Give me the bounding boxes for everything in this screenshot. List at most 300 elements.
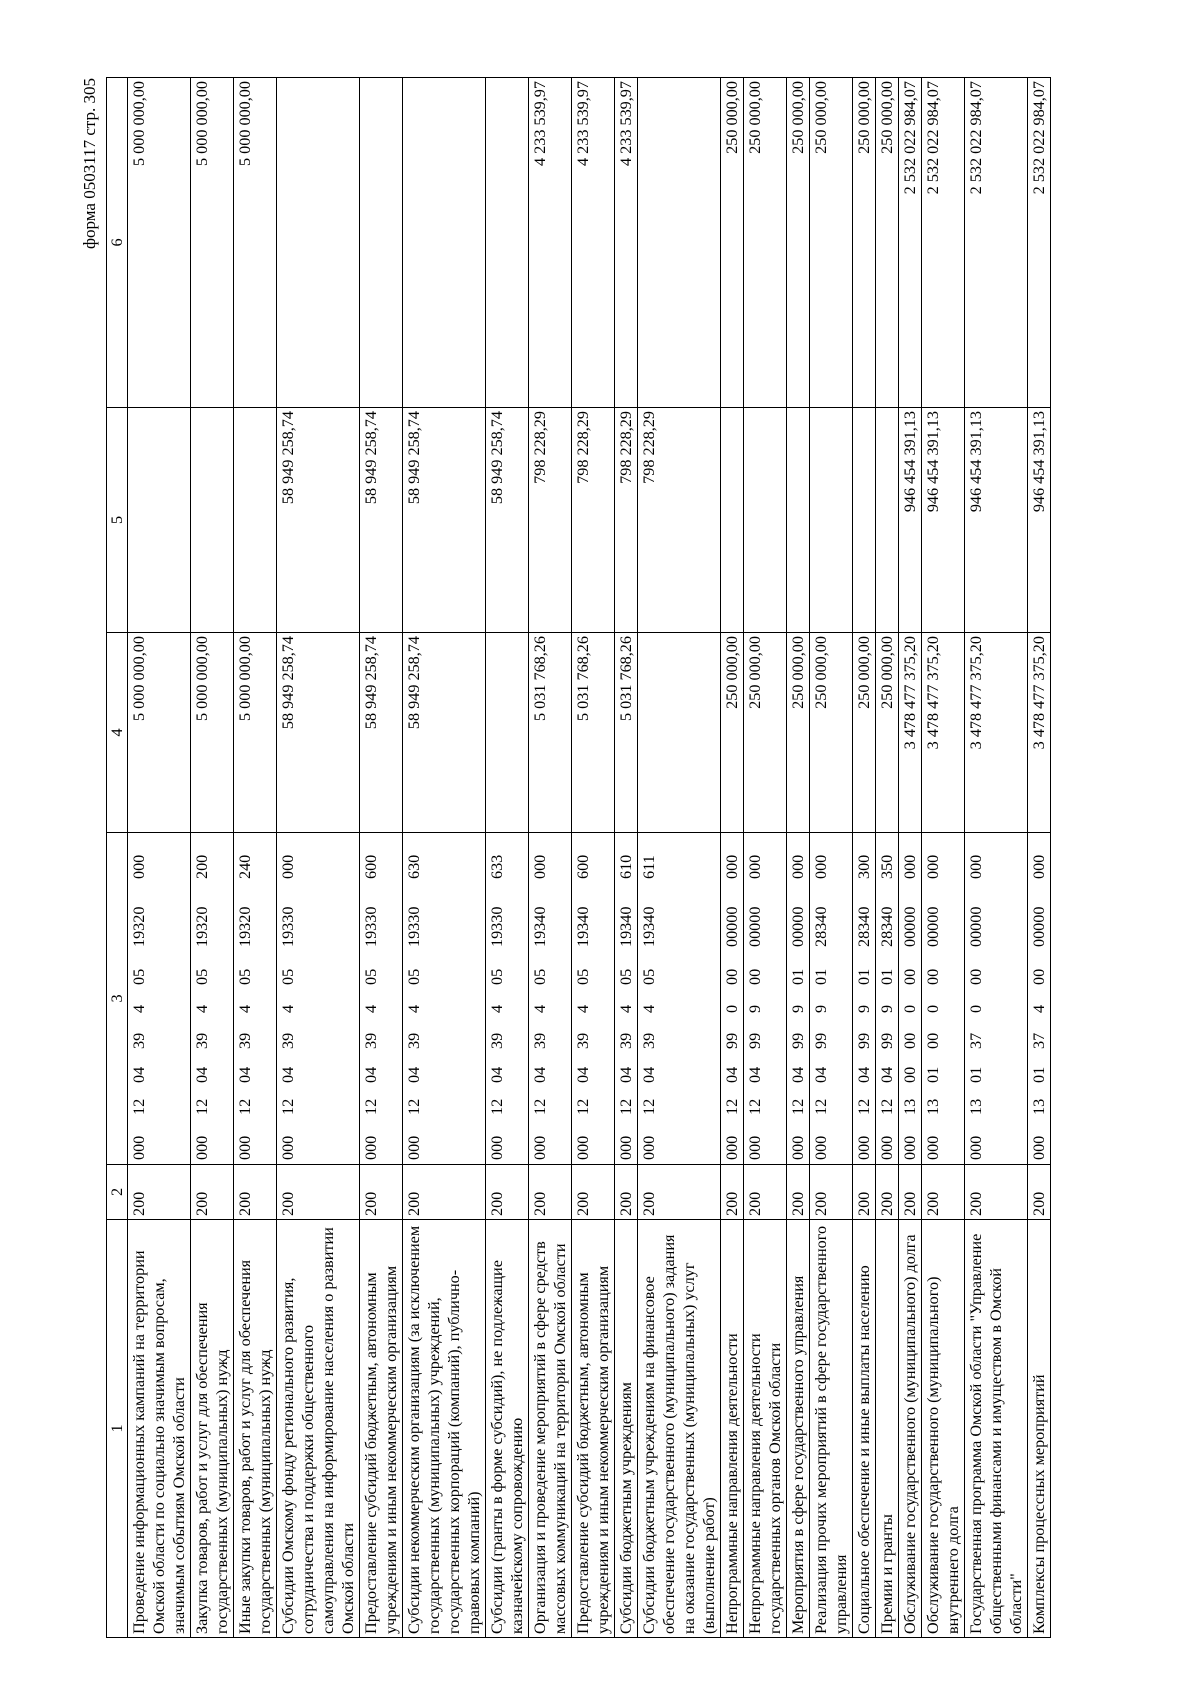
budget-code-part: 39 (640, 1032, 658, 1049)
budget-code-part: 9 (812, 1004, 830, 1013)
budget-code-part: 04 (878, 1066, 896, 1083)
budget-code-part: 000 (1030, 1135, 1048, 1160)
row-line-code: 200 (638, 1165, 721, 1220)
budget-code-part: 00000 (901, 906, 919, 947)
row-unexecuted-amount: 5 000 000,00 (234, 78, 277, 408)
budget-code-part: 200 (193, 854, 211, 879)
budget-code-part: 01 (855, 968, 873, 985)
row-unexecuted-amount: 5 000 000,00 (191, 78, 234, 408)
budget-code-part: 05 (130, 968, 148, 985)
budget-code-part: 99 (789, 1032, 807, 1049)
row-approved-amount (638, 633, 721, 833)
table-row (1028, 78, 1051, 1638)
budget-code-parts (722, 833, 742, 1164)
row-unexecuted-amount: 4 233 539,97 (572, 78, 615, 408)
budget-code-parts (745, 833, 765, 1164)
row-name: Непрограммные направления деятельности государственных органов Омской области (744, 1220, 787, 1638)
budget-code-parts (129, 833, 149, 1164)
budget-code-part: 00 (901, 1032, 919, 1049)
budget-code-part: 13 (924, 1098, 942, 1115)
budget-code-part: 39 (236, 1032, 254, 1049)
row-unexecuted-amount: 2 532 022 984,07 (965, 78, 1028, 408)
budget-code-part: 19320 (236, 906, 254, 947)
row-executed-amount: 798 228,29 (529, 408, 572, 633)
budget-code-part: 000 (531, 854, 549, 879)
budget-code-part: 19330 (279, 906, 297, 947)
budget-code-parts (877, 833, 897, 1164)
budget-code-part: 00000 (924, 906, 942, 947)
row-unexecuted-amount: 4 233 539,97 (529, 78, 572, 408)
row-approved-amount (486, 633, 529, 833)
budget-code-part: 01 (967, 1066, 985, 1083)
row-budget-code (615, 833, 638, 1165)
budget-code-part: 39 (574, 1032, 592, 1049)
budget-code-part: 0 (967, 1004, 985, 1013)
budget-code-part: 39 (617, 1032, 635, 1049)
row-budget-code (234, 833, 277, 1165)
budget-code-part: 4 (488, 1004, 506, 1013)
budget-code-part: 05 (574, 968, 592, 985)
row-budget-code (965, 833, 1028, 1165)
row-budget-code (360, 833, 403, 1165)
row-line-code: 200 (744, 1165, 787, 1220)
budget-code-part: 04 (130, 1066, 148, 1083)
budget-code-part: 4 (193, 1004, 211, 1013)
budget-code-part: 00000 (789, 906, 807, 947)
budget-code-parts (788, 833, 808, 1164)
row-line-code: 200 (572, 1165, 615, 1220)
table-row (191, 78, 234, 1638)
row-name: Субсидии бюджетным учреждениям на финансовое обеспечение государственного (муниципального) задания на оказание государственных (муниципальных) услуг (выполнение работ) (638, 1220, 721, 1638)
budget-code-part: 12 (789, 1098, 807, 1115)
budget-code-part: 05 (193, 968, 211, 985)
budget-code-part: 00000 (967, 906, 985, 947)
row-name: Субсидии бюджетным учреждениям (615, 1220, 638, 1638)
budget-code-part: 12 (488, 1098, 506, 1115)
row-unexecuted-amount: 250 000,00 (810, 78, 853, 408)
budget-code-part: 000 (855, 1135, 873, 1160)
budget-code-part: 000 (279, 1135, 297, 1160)
budget-code-part: 99 (855, 1032, 873, 1049)
row-line-code: 200 (234, 1165, 277, 1220)
budget-code-part: 000 (405, 1135, 423, 1160)
budget-code-part: 600 (362, 854, 380, 879)
row-line-code: 200 (922, 1165, 965, 1220)
budget-code-part: 04 (812, 1066, 830, 1083)
row-budget-code (1028, 833, 1051, 1165)
row-line-code: 200 (529, 1165, 572, 1220)
budget-code-part: 12 (574, 1098, 592, 1115)
row-approved-amount: 250 000,00 (853, 633, 876, 833)
row-unexecuted-amount: 4 233 539,97 (615, 78, 638, 408)
row-approved-amount: 250 000,00 (876, 633, 899, 833)
budget-code-parts (235, 833, 255, 1164)
row-approved-amount: 3 478 477 375,20 (965, 633, 1028, 833)
row-unexecuted-amount (277, 78, 360, 408)
row-unexecuted-amount: 2 532 022 984,07 (1028, 78, 1051, 408)
budget-code-part: 12 (362, 1098, 380, 1115)
budget-code-parts (361, 833, 381, 1164)
budget-code-part: 39 (130, 1032, 148, 1049)
row-approved-amount: 58 949 258,74 (360, 633, 403, 833)
budget-code-part: 000 (746, 854, 764, 879)
budget-code-part: 19330 (362, 906, 380, 947)
budget-code-part: 00 (924, 1032, 942, 1049)
row-approved-amount: 3 478 477 375,20 (922, 633, 965, 833)
row-approved-amount: 5 000 000,00 (234, 633, 277, 833)
row-unexecuted-amount (360, 78, 403, 408)
budget-code-parts (487, 833, 507, 1164)
row-executed-amount: 946 454 391,13 (965, 408, 1028, 633)
table-row (721, 78, 744, 1638)
form-label: форма 0503117 стр. 305 (80, 78, 99, 249)
table-row (486, 78, 529, 1638)
row-name: Премии и гранты (876, 1220, 899, 1638)
budget-code-part: 000 (878, 1135, 896, 1160)
row-budget-code (721, 833, 744, 1165)
budget-code-part: 04 (640, 1066, 658, 1083)
budget-code-part: 19340 (617, 906, 635, 947)
header-col-2: 2 (107, 1165, 128, 1220)
budget-code-part: 12 (746, 1098, 764, 1115)
table-row (787, 78, 810, 1638)
budget-code-part: 05 (236, 968, 254, 985)
budget-code-part: 000 (812, 1135, 830, 1160)
budget-code-parts (192, 833, 212, 1164)
budget-code-parts (639, 833, 659, 1164)
budget-code-part: 01 (878, 968, 896, 985)
budget-code-parts (573, 833, 593, 1164)
row-executed-amount: 58 949 258,74 (360, 408, 403, 633)
budget-code-part: 19320 (130, 906, 148, 947)
budget-code-part: 04 (405, 1066, 423, 1083)
header-col-4: 4 (107, 633, 128, 833)
row-line-code: 200 (360, 1165, 403, 1220)
budget-code-part: 04 (746, 1066, 764, 1083)
row-budget-code (403, 833, 486, 1165)
row-line-code: 200 (615, 1165, 638, 1220)
budget-code-part: 28340 (878, 906, 896, 947)
row-name: Мероприятия в сфере государственного управления (787, 1220, 810, 1638)
row-executed-amount: 798 228,29 (572, 408, 615, 633)
budget-code-part: 39 (279, 1032, 297, 1049)
table-row (128, 78, 191, 1638)
row-executed-amount: 58 949 258,74 (277, 408, 360, 633)
budget-code-part: 19340 (531, 906, 549, 947)
budget-code-part: 000 (789, 854, 807, 879)
budget-code-part: 000 (130, 1135, 148, 1160)
row-name: Государственная программа Омской области "Управление общественными финансами и имуществом в Омской области" (965, 1220, 1028, 1638)
budget-code-parts (854, 833, 874, 1164)
budget-code-part: 000 (901, 1135, 919, 1160)
table-body (128, 78, 1051, 1638)
budget-code-parts (966, 833, 986, 1164)
row-budget-code (191, 833, 234, 1165)
row-line-code: 200 (876, 1165, 899, 1220)
row-unexecuted-amount: 250 000,00 (721, 78, 744, 408)
row-name: Проведение информационных кампаний на территории Омской области по социально значимым вопросам, значимым событиям Омской области (128, 1220, 191, 1638)
budget-code-part: 04 (723, 1066, 741, 1083)
header-col-6: 6 (107, 78, 128, 408)
budget-code-part: 01 (924, 1066, 942, 1083)
budget-code-part: 01 (812, 968, 830, 985)
budget-code-part: 4 (574, 1004, 592, 1013)
budget-code-part: 00 (1030, 968, 1048, 985)
budget-code-part: 000 (617, 1135, 635, 1160)
row-approved-amount: 58 949 258,74 (403, 633, 486, 833)
row-executed-amount (128, 408, 191, 633)
budget-code-part: 000 (789, 1135, 807, 1160)
budget-code-part: 0 (924, 1004, 942, 1013)
budget-code-part: 12 (279, 1098, 297, 1115)
budget-code-part: 000 (488, 1135, 506, 1160)
table-row (572, 78, 615, 1638)
row-executed-amount: 58 949 258,74 (486, 408, 529, 633)
budget-code-part: 240 (236, 854, 254, 879)
row-budget-code (922, 833, 965, 1165)
budget-code-part: 12 (193, 1098, 211, 1115)
budget-code-parts (530, 833, 550, 1164)
row-unexecuted-amount: 2 532 022 984,07 (899, 78, 922, 408)
row-budget-code (810, 833, 853, 1165)
budget-code-part: 04 (855, 1066, 873, 1083)
table-row (277, 78, 360, 1638)
budget-code-part: 04 (279, 1066, 297, 1083)
row-unexecuted-amount: 250 000,00 (787, 78, 810, 408)
row-approved-amount: 250 000,00 (744, 633, 787, 833)
budget-code-part: 04 (617, 1066, 635, 1083)
row-approved-amount: 250 000,00 (787, 633, 810, 833)
row-budget-code (486, 833, 529, 1165)
budget-code-part: 9 (789, 1004, 807, 1013)
budget-code-part: 05 (488, 968, 506, 985)
budget-code-part: 37 (1030, 1032, 1048, 1049)
budget-code-part: 000 (812, 854, 830, 879)
row-name: Комплексы процессных мероприятий (1028, 1220, 1051, 1638)
row-approved-amount: 58 949 258,74 (277, 633, 360, 833)
budget-code-part: 000 (901, 854, 919, 879)
budget-code-part: 000 (130, 854, 148, 879)
budget-code-part: 12 (531, 1098, 549, 1115)
budget-code-part: 05 (640, 968, 658, 985)
row-executed-amount (853, 408, 876, 633)
row-budget-code (899, 833, 922, 1165)
budget-code-part: 19320 (193, 906, 211, 947)
budget-code-part: 0 (901, 1004, 919, 1013)
row-unexecuted-amount (403, 78, 486, 408)
budget-code-part: 9 (878, 1004, 896, 1013)
budget-code-part: 00 (967, 968, 985, 985)
budget-code-part: 000 (640, 1135, 658, 1160)
budget-code-part: 04 (531, 1066, 549, 1083)
row-budget-code (787, 833, 810, 1165)
budget-code-parts (404, 833, 424, 1164)
table-row (529, 78, 572, 1638)
table-row (876, 78, 899, 1638)
budget-code-part: 19340 (574, 906, 592, 947)
header-col-3: 3 (107, 833, 128, 1165)
row-executed-amount (810, 408, 853, 633)
row-name: Субсидии Омскому фонду регионального развития, сотрудничества и поддержки общественного самоуправления на информирование населения о развитии Омской области (277, 1220, 360, 1638)
budget-code-part: 39 (405, 1032, 423, 1049)
row-name: Социальное обеспечение и иные выплаты населению (853, 1220, 876, 1638)
table-row (810, 78, 853, 1638)
row-unexecuted-amount: 2 532 022 984,07 (922, 78, 965, 408)
budget-code-part: 000 (574, 1135, 592, 1160)
budget-code-part: 12 (640, 1098, 658, 1115)
row-unexecuted-amount: 250 000,00 (744, 78, 787, 408)
budget-code-part: 19330 (405, 906, 423, 947)
row-approved-amount: 5 031 768,26 (529, 633, 572, 833)
budget-code-part: 12 (723, 1098, 741, 1115)
row-approved-amount: 5 031 768,26 (615, 633, 638, 833)
budget-code-part: 39 (531, 1032, 549, 1049)
budget-code-part: 00000 (1030, 906, 1048, 947)
budget-code-part: 300 (855, 854, 873, 879)
budget-code-part: 000 (967, 854, 985, 879)
budget-code-part: 13 (1030, 1098, 1048, 1115)
budget-code-part: 99 (723, 1032, 741, 1049)
budget-code-part: 000 (723, 1135, 741, 1160)
budget-code-part: 4 (405, 1004, 423, 1013)
budget-code-part: 13 (901, 1098, 919, 1115)
row-line-code: 200 (128, 1165, 191, 1220)
budget-code-part: 04 (488, 1066, 506, 1083)
budget-code-part: 000 (362, 1135, 380, 1160)
budget-code-part: 13 (967, 1098, 985, 1115)
row-name: Предоставление субсидий бюджетным, автономным учреждениям и иным некоммерческим организациям (360, 1220, 403, 1638)
header-col-1: 1 (107, 1220, 128, 1638)
row-name: Иные закупки товаров, работ и услуг для обеспечения государственных (муниципальных) нужд (234, 1220, 277, 1638)
row-executed-amount (191, 408, 234, 633)
row-unexecuted-amount (638, 78, 721, 408)
table-row (853, 78, 876, 1638)
column-number-row (107, 78, 128, 1638)
budget-code-part: 4 (640, 1004, 658, 1013)
row-unexecuted-amount: 250 000,00 (876, 78, 899, 408)
budget-code-part: 000 (279, 854, 297, 879)
budget-code-part: 12 (130, 1098, 148, 1115)
table-row (234, 78, 277, 1638)
row-executed-amount (234, 408, 277, 633)
budget-code-parts (811, 833, 831, 1164)
header-col-5: 5 (107, 408, 128, 633)
row-approved-amount: 5 000 000,00 (128, 633, 191, 833)
budget-code-part: 28340 (812, 906, 830, 947)
budget-code-part: 12 (617, 1098, 635, 1115)
budget-code-part: 04 (574, 1066, 592, 1083)
rotated-report-sheet (72, 78, 1132, 1638)
budget-code-part: 99 (746, 1032, 764, 1049)
budget-code-part: 000 (193, 1135, 211, 1160)
row-line-code: 200 (965, 1165, 1028, 1220)
row-budget-code (572, 833, 615, 1165)
row-approved-amount: 250 000,00 (721, 633, 744, 833)
budget-code-part: 05 (531, 968, 549, 985)
budget-code-part: 4 (617, 1004, 635, 1013)
row-line-code: 200 (810, 1165, 853, 1220)
row-line-code: 200 (853, 1165, 876, 1220)
budget-code-part: 01 (1030, 1066, 1048, 1083)
table-row (403, 78, 486, 1638)
row-budget-code (529, 833, 572, 1165)
row-budget-code (128, 833, 191, 1165)
budget-code-part: 000 (723, 854, 741, 879)
budget-code-part: 04 (236, 1066, 254, 1083)
row-executed-amount (744, 408, 787, 633)
row-name: Реализация прочих мероприятий в сфере государственного управления (810, 1220, 853, 1638)
budget-code-parts (616, 833, 636, 1164)
row-line-code: 200 (899, 1165, 922, 1220)
row-executed-amount: 946 454 391,13 (922, 408, 965, 633)
budget-code-part: 000 (531, 1135, 549, 1160)
row-unexecuted-amount: 250 000,00 (853, 78, 876, 408)
budget-code-part: 610 (617, 854, 635, 879)
budget-code-part: 000 (236, 1135, 254, 1160)
row-name: Непрограммные направления деятельности (721, 1220, 744, 1638)
row-name: Обслуживание государственного (муниципального) долга (899, 1220, 922, 1638)
budget-code-part: 04 (193, 1066, 211, 1083)
budget-code-part: 0 (723, 1004, 741, 1013)
row-executed-amount: 798 228,29 (638, 408, 721, 633)
table-row (899, 78, 922, 1638)
row-line-code: 200 (1028, 1165, 1051, 1220)
row-budget-code (638, 833, 721, 1165)
row-unexecuted-amount (486, 78, 529, 408)
row-budget-code (744, 833, 787, 1165)
budget-code-part: 01 (789, 968, 807, 985)
budget-code-part: 000 (924, 854, 942, 879)
table-row (965, 78, 1028, 1638)
budget-code-part: 05 (405, 968, 423, 985)
budget-code-part: 12 (405, 1098, 423, 1115)
budget-code-part: 99 (878, 1032, 896, 1049)
budget-code-part: 37 (967, 1032, 985, 1049)
budget-code-part: 633 (488, 854, 506, 879)
budget-code-part: 00 (746, 968, 764, 985)
row-approved-amount: 5 000 000,00 (191, 633, 234, 833)
row-name: Закупка товаров, работ и услуг для обеспечения государственных (муниципальных) нужд (191, 1220, 234, 1638)
table-row (360, 78, 403, 1638)
row-line-code: 200 (277, 1165, 360, 1220)
budget-code-part: 000 (1030, 854, 1048, 879)
row-budget-code (876, 833, 899, 1165)
budget-code-part: 000 (924, 1135, 942, 1160)
row-budget-code (853, 833, 876, 1165)
row-budget-code (277, 833, 360, 1165)
budget-code-part: 600 (574, 854, 592, 879)
table-row (615, 78, 638, 1638)
budget-code-part: 19340 (640, 906, 658, 947)
budget-code-part: 39 (193, 1032, 211, 1049)
budget-code-part: 39 (488, 1032, 506, 1049)
row-name: Предоставление субсидий бюджетным, автономным учреждениям и иным некоммерческим организациям (572, 1220, 615, 1638)
row-unexecuted-amount: 5 000 000,00 (128, 78, 191, 408)
budget-code-part: 00000 (746, 906, 764, 947)
budget-code-part: 000 (967, 1135, 985, 1160)
budget-code-part: 00 (723, 968, 741, 985)
budget-code-part: 00 (901, 968, 919, 985)
row-executed-amount (876, 408, 899, 633)
budget-code-part: 05 (362, 968, 380, 985)
row-line-code: 200 (721, 1165, 744, 1220)
budget-code-part: 04 (362, 1066, 380, 1083)
row-executed-amount: 946 454 391,13 (1028, 408, 1051, 633)
budget-code-part: 000 (746, 1135, 764, 1160)
budget-code-part: 05 (279, 968, 297, 985)
row-name: Обслуживание государственного (муниципального) внутреннего долга (922, 1220, 965, 1638)
budget-code-part: 12 (812, 1098, 830, 1115)
